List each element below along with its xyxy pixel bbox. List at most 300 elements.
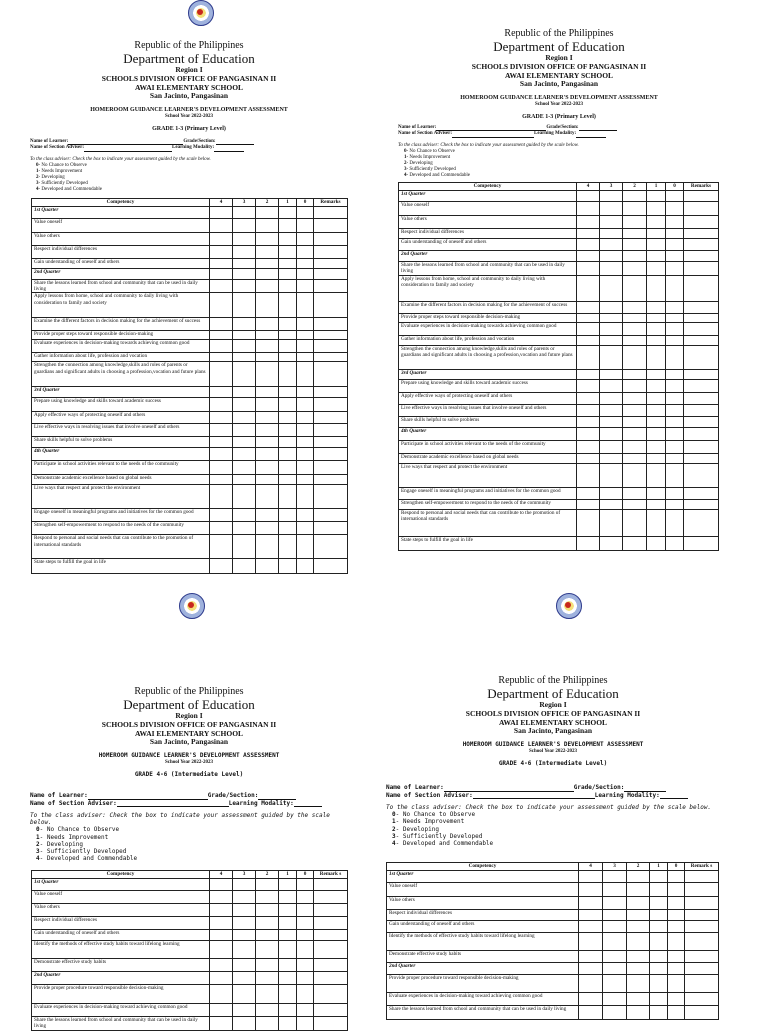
rating-cell-2[interactable] [256,891,279,904]
rating-cell-1[interactable] [647,202,666,216]
adviser-input[interactable] [473,798,595,799]
remarks-cell[interactable] [684,405,719,417]
rating-cell-0[interactable] [666,510,684,537]
rating-cell-4[interactable] [210,293,233,318]
rating-cell-2[interactable] [623,441,647,454]
rating-cell-0[interactable] [297,930,314,941]
rating-cell-0[interactable] [297,331,314,340]
rating-cell-2[interactable] [256,424,279,437]
rating-cell-0[interactable] [297,219,314,233]
rating-cell-2[interactable] [256,485,279,509]
remarks-cell[interactable] [314,891,348,904]
rating-cell-4[interactable] [577,454,600,464]
rating-cell-1[interactable] [279,461,297,475]
rating-cell-2[interactable] [623,537,647,551]
rating-cell-3[interactable] [233,331,256,340]
rating-cell-3[interactable] [233,233,256,246]
remarks-cell[interactable] [684,441,719,454]
rating-cell-1[interactable] [279,424,297,437]
rating-cell-1[interactable] [279,331,297,340]
rating-cell-2[interactable] [627,921,650,933]
rating-cell-3[interactable] [233,340,256,353]
rating-cell-1[interactable] [647,417,666,428]
rating-cell-2[interactable] [256,293,279,318]
rating-cell-4[interactable] [210,941,233,959]
rating-cell-2[interactable] [256,362,279,387]
rating-cell-3[interactable] [600,510,623,537]
rating-cell-1[interactable] [647,346,666,370]
rating-cell-4[interactable] [210,475,233,485]
rating-cell-2[interactable] [623,229,647,239]
rating-cell-2[interactable] [623,202,647,216]
rating-cell-4[interactable] [577,464,600,488]
rating-cell-0[interactable] [666,323,684,336]
rating-cell-1[interactable] [647,537,666,551]
rating-cell-2[interactable] [256,398,279,412]
rating-cell-1[interactable] [279,219,297,233]
remarks-cell[interactable] [314,412,348,424]
remarks-cell[interactable] [684,202,719,216]
rating-cell-1[interactable] [279,293,297,318]
rating-cell-0[interactable] [666,488,684,500]
rating-cell-2[interactable] [623,464,647,488]
remarks-cell[interactable] [314,930,348,941]
remarks-cell[interactable] [684,336,719,346]
rating-cell-0[interactable] [666,262,684,276]
rating-cell-3[interactable] [233,246,256,259]
rating-cell-1[interactable] [279,340,297,353]
rating-cell-4[interactable] [577,239,600,251]
rating-cell-4[interactable] [579,883,603,897]
rating-cell-1[interactable] [650,951,668,963]
rating-cell-2[interactable] [256,331,279,340]
remarks-cell[interactable] [314,318,348,331]
rating-cell-3[interactable] [233,904,256,917]
rating-cell-0[interactable] [297,362,314,387]
rating-cell-4[interactable] [579,951,603,963]
rating-cell-0[interactable] [297,959,314,972]
adviser-input[interactable] [117,806,229,807]
rating-cell-1[interactable] [279,437,297,448]
rating-cell-4[interactable] [577,488,600,500]
rating-cell-2[interactable] [623,276,647,302]
rating-cell-4[interactable] [210,219,233,233]
rating-cell-2[interactable] [256,509,279,522]
remarks-cell[interactable] [684,500,719,510]
rating-cell-2[interactable] [623,314,647,323]
rating-cell-3[interactable] [600,488,623,500]
rating-cell-2[interactable] [623,393,647,405]
rating-cell-4[interactable] [210,559,233,574]
remarks-cell[interactable] [684,417,719,428]
rating-cell-1[interactable] [650,993,668,1006]
remarks-cell[interactable] [684,229,719,239]
rating-cell-3[interactable] [600,216,623,229]
rating-cell-1[interactable] [647,323,666,336]
rating-cell-0[interactable] [668,993,685,1006]
remarks-cell[interactable] [684,302,719,314]
rating-cell-3[interactable] [603,897,627,910]
rating-cell-2[interactable] [623,302,647,314]
rating-cell-3[interactable] [233,535,256,559]
rating-cell-3[interactable] [603,951,627,963]
rating-cell-0[interactable] [668,883,685,897]
adviser-input[interactable] [84,151,172,152]
rating-cell-4[interactable] [577,336,600,346]
rating-cell-1[interactable] [647,405,666,417]
rating-cell-1[interactable] [279,259,297,269]
remarks-cell[interactable] [314,522,348,535]
rating-cell-1[interactable] [279,985,297,1004]
rating-cell-4[interactable] [210,891,233,904]
rating-cell-4[interactable] [210,412,233,424]
rating-cell-4[interactable] [579,933,603,951]
rating-cell-1[interactable] [279,959,297,972]
rating-cell-0[interactable] [297,398,314,412]
rating-cell-4[interactable] [210,985,233,1004]
rating-cell-3[interactable] [600,262,623,276]
rating-cell-1[interactable] [279,233,297,246]
rating-cell-1[interactable] [647,464,666,488]
rating-cell-4[interactable] [577,441,600,454]
remarks-cell[interactable] [684,488,719,500]
rating-cell-0[interactable] [668,910,685,921]
modality-input[interactable] [214,151,244,152]
remarks-cell[interactable] [684,346,719,370]
remarks-cell[interactable] [314,535,348,559]
rating-cell-4[interactable] [577,405,600,417]
rating-cell-3[interactable] [600,323,623,336]
rating-cell-0[interactable] [297,318,314,331]
rating-cell-4[interactable] [579,921,603,933]
remarks-cell[interactable] [684,464,719,488]
remarks-cell[interactable] [314,559,348,574]
rating-cell-1[interactable] [279,509,297,522]
rating-cell-4[interactable] [210,353,233,362]
rating-cell-2[interactable] [627,883,650,897]
rating-cell-3[interactable] [603,1006,627,1020]
rating-cell-2[interactable] [256,941,279,959]
rating-cell-0[interactable] [668,897,685,910]
rating-cell-0[interactable] [297,904,314,917]
remarks-cell[interactable] [314,985,348,1004]
rating-cell-3[interactable] [233,917,256,930]
rating-cell-3[interactable] [233,959,256,972]
rating-cell-3[interactable] [600,380,623,393]
remarks-cell[interactable] [684,393,719,405]
rating-cell-1[interactable] [279,318,297,331]
rating-cell-4[interactable] [579,910,603,921]
rating-cell-3[interactable] [600,405,623,417]
remarks-cell[interactable] [684,262,719,276]
rating-cell-4[interactable] [210,535,233,559]
rating-cell-0[interactable] [297,233,314,246]
rating-cell-1[interactable] [279,475,297,485]
rating-cell-3[interactable] [233,475,256,485]
rating-cell-1[interactable] [647,229,666,239]
rating-cell-2[interactable] [256,340,279,353]
rating-cell-2[interactable] [623,488,647,500]
rating-cell-4[interactable] [210,485,233,509]
rating-cell-4[interactable] [577,537,600,551]
rating-cell-3[interactable] [233,941,256,959]
rating-cell-0[interactable] [666,229,684,239]
remarks-cell[interactable] [685,910,719,921]
rating-cell-3[interactable] [233,280,256,293]
rating-cell-2[interactable] [627,993,650,1006]
rating-cell-3[interactable] [600,314,623,323]
rating-cell-0[interactable] [297,985,314,1004]
rating-cell-0[interactable] [297,259,314,269]
rating-cell-4[interactable] [210,437,233,448]
rating-cell-3[interactable] [233,461,256,475]
remarks-cell[interactable] [314,941,348,959]
rating-cell-4[interactable] [210,424,233,437]
rating-cell-4[interactable] [577,314,600,323]
rating-cell-1[interactable] [279,941,297,959]
rating-cell-0[interactable] [666,464,684,488]
rating-cell-1[interactable] [650,975,668,993]
rating-cell-0[interactable] [668,933,685,951]
remarks-cell[interactable] [314,1004,348,1017]
rating-cell-3[interactable] [600,346,623,370]
rating-cell-1[interactable] [647,380,666,393]
rating-cell-0[interactable] [666,454,684,464]
rating-cell-4[interactable] [577,323,600,336]
rating-cell-0[interactable] [297,246,314,259]
rating-cell-3[interactable] [233,293,256,318]
rating-cell-4[interactable] [210,259,233,269]
rating-cell-3[interactable] [233,362,256,387]
rating-cell-4[interactable] [577,302,600,314]
rating-cell-0[interactable] [297,293,314,318]
rating-cell-1[interactable] [650,883,668,897]
remarks-cell[interactable] [684,323,719,336]
rating-cell-1[interactable] [279,353,297,362]
rating-cell-1[interactable] [647,276,666,302]
remarks-cell[interactable] [314,246,348,259]
rating-cell-1[interactable] [647,262,666,276]
rating-cell-1[interactable] [647,216,666,229]
rating-cell-4[interactable] [577,510,600,537]
rating-cell-2[interactable] [256,461,279,475]
rating-cell-4[interactable] [210,959,233,972]
remarks-cell[interactable] [684,537,719,551]
rating-cell-3[interactable] [233,353,256,362]
rating-cell-4[interactable] [577,276,600,302]
remarks-cell[interactable] [314,293,348,318]
remarks-cell[interactable] [684,380,719,393]
rating-cell-2[interactable] [623,380,647,393]
rating-cell-0[interactable] [666,417,684,428]
rating-cell-1[interactable] [647,500,666,510]
rating-cell-2[interactable] [256,233,279,246]
rating-cell-0[interactable] [297,891,314,904]
rating-cell-2[interactable] [256,917,279,930]
rating-cell-2[interactable] [256,535,279,559]
rating-cell-3[interactable] [233,259,256,269]
rating-cell-2[interactable] [256,437,279,448]
rating-cell-2[interactable] [623,417,647,428]
rating-cell-1[interactable] [647,302,666,314]
rating-cell-0[interactable] [297,485,314,509]
remarks-cell[interactable] [314,424,348,437]
modality-input[interactable] [294,806,322,807]
rating-cell-2[interactable] [623,500,647,510]
rating-cell-4[interactable] [210,233,233,246]
rating-cell-1[interactable] [650,910,668,921]
rating-cell-3[interactable] [233,437,256,448]
rating-cell-0[interactable] [297,424,314,437]
rating-cell-3[interactable] [233,891,256,904]
rating-cell-0[interactable] [666,393,684,405]
rating-cell-3[interactable] [233,559,256,574]
rating-cell-2[interactable] [623,262,647,276]
remarks-cell[interactable] [314,904,348,917]
rating-cell-1[interactable] [279,485,297,509]
rating-cell-4[interactable] [210,930,233,941]
rating-cell-3[interactable] [233,509,256,522]
modality-input[interactable] [576,137,606,138]
rating-cell-1[interactable] [279,362,297,387]
rating-cell-2[interactable] [623,323,647,336]
rating-cell-2[interactable] [256,985,279,1004]
remarks-cell[interactable] [314,331,348,340]
rating-cell-1[interactable] [647,393,666,405]
rating-cell-4[interactable] [210,318,233,331]
rating-cell-2[interactable] [256,475,279,485]
rating-cell-4[interactable] [210,1004,233,1017]
rating-cell-3[interactable] [233,318,256,331]
rating-cell-0[interactable] [297,475,314,485]
rating-cell-3[interactable] [603,993,627,1006]
rating-cell-1[interactable] [279,917,297,930]
remarks-cell[interactable] [314,509,348,522]
rating-cell-4[interactable] [579,975,603,993]
rating-cell-2[interactable] [623,336,647,346]
rating-cell-4[interactable] [210,340,233,353]
rating-cell-4[interactable] [577,380,600,393]
rating-cell-4[interactable] [210,917,233,930]
rating-cell-4[interactable] [210,280,233,293]
rating-cell-0[interactable] [666,276,684,302]
rating-cell-2[interactable] [623,239,647,251]
rating-cell-0[interactable] [666,202,684,216]
remarks-cell[interactable] [685,993,719,1006]
rating-cell-1[interactable] [650,897,668,910]
rating-cell-1[interactable] [279,412,297,424]
rating-cell-0[interactable] [668,951,685,963]
rating-cell-3[interactable] [600,276,623,302]
rating-cell-3[interactable] [233,930,256,941]
rating-cell-1[interactable] [650,921,668,933]
rating-cell-0[interactable] [668,921,685,933]
rating-cell-4[interactable] [579,1006,603,1020]
remarks-cell[interactable] [314,280,348,293]
rating-cell-2[interactable] [256,930,279,941]
rating-cell-2[interactable] [256,559,279,574]
rating-cell-0[interactable] [668,1006,685,1020]
rating-cell-3[interactable] [600,417,623,428]
rating-cell-3[interactable] [233,1004,256,1017]
rating-cell-2[interactable] [256,318,279,331]
rating-cell-2[interactable] [256,280,279,293]
rating-cell-1[interactable] [647,336,666,346]
rating-cell-4[interactable] [210,461,233,475]
rating-cell-3[interactable] [600,393,623,405]
remarks-cell[interactable] [314,362,348,387]
remarks-cell[interactable] [314,259,348,269]
rating-cell-0[interactable] [297,353,314,362]
rating-cell-2[interactable] [623,346,647,370]
rating-cell-3[interactable] [233,485,256,509]
rating-cell-4[interactable] [577,262,600,276]
rating-cell-3[interactable] [233,522,256,535]
rating-cell-2[interactable] [627,951,650,963]
rating-cell-4[interactable] [210,398,233,412]
rating-cell-2[interactable] [627,910,650,921]
rating-cell-0[interactable] [297,522,314,535]
remarks-cell[interactable] [314,437,348,448]
remarks-cell[interactable] [314,475,348,485]
rating-cell-2[interactable] [627,933,650,951]
remarks-cell[interactable] [685,897,719,910]
rating-cell-3[interactable] [600,302,623,314]
rating-cell-1[interactable] [279,280,297,293]
rating-cell-3[interactable] [600,229,623,239]
rating-cell-4[interactable] [577,393,600,405]
rating-cell-2[interactable] [256,959,279,972]
rating-cell-4[interactable] [210,904,233,917]
rating-cell-3[interactable] [600,500,623,510]
rating-cell-1[interactable] [647,510,666,537]
rating-cell-4[interactable] [577,229,600,239]
rating-cell-1[interactable] [647,239,666,251]
rating-cell-1[interactable] [279,1004,297,1017]
rating-cell-1[interactable] [647,441,666,454]
rating-cell-2[interactable] [627,1006,650,1020]
remarks-cell[interactable] [684,216,719,229]
rating-cell-2[interactable] [256,246,279,259]
remarks-cell[interactable] [684,454,719,464]
rating-cell-4[interactable] [210,331,233,340]
rating-cell-4[interactable] [210,246,233,259]
rating-cell-2[interactable] [256,219,279,233]
rating-cell-2[interactable] [256,353,279,362]
rating-cell-4[interactable] [577,216,600,229]
rating-cell-3[interactable] [233,412,256,424]
rating-cell-3[interactable] [600,537,623,551]
remarks-cell[interactable] [684,510,719,537]
rating-cell-1[interactable] [650,1006,668,1020]
remarks-cell[interactable] [314,233,348,246]
remarks-cell[interactable] [685,975,719,993]
rating-cell-2[interactable] [256,522,279,535]
rating-cell-1[interactable] [279,246,297,259]
rating-cell-0[interactable] [666,500,684,510]
rating-cell-2[interactable] [623,216,647,229]
remarks-cell[interactable] [314,219,348,233]
remarks-cell[interactable] [685,933,719,951]
remarks-cell[interactable] [314,485,348,509]
remarks-cell[interactable] [684,239,719,251]
rating-cell-4[interactable] [577,202,600,216]
rating-cell-0[interactable] [297,1004,314,1017]
rating-cell-0[interactable] [297,280,314,293]
rating-cell-3[interactable] [600,202,623,216]
rating-cell-1[interactable] [647,314,666,323]
rating-cell-2[interactable] [256,259,279,269]
